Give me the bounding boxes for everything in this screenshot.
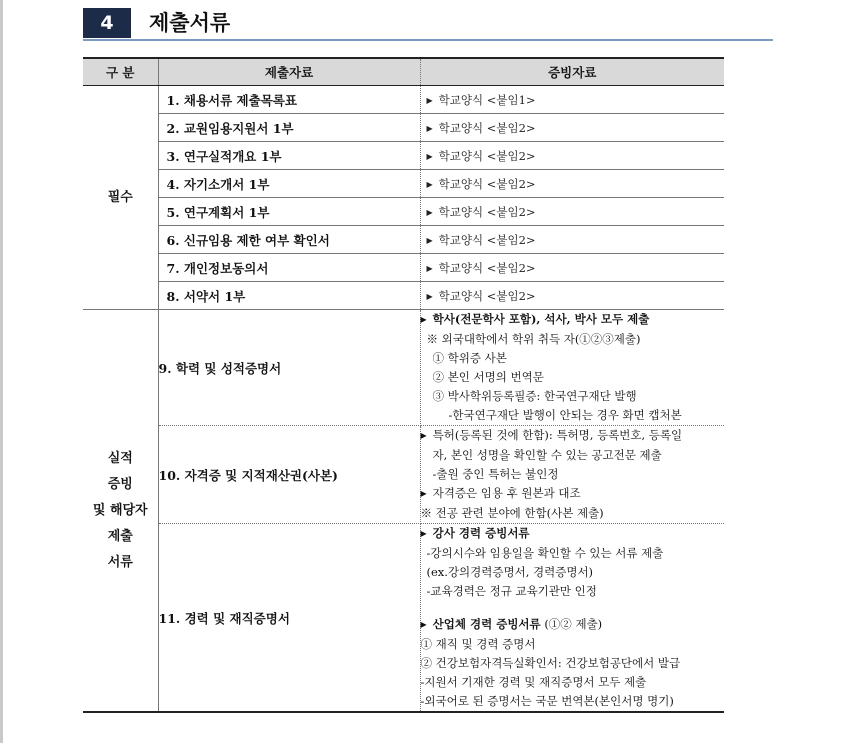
bullet-triangle-icon: ▶ xyxy=(426,263,433,273)
submission-documents-table xyxy=(83,57,724,713)
evidence-line: -출원 중인 특허는 불인정 xyxy=(432,467,559,481)
document-evidence-11 xyxy=(420,524,724,713)
table-row xyxy=(83,170,724,198)
evidence-line: ③ 박사학위등록필증: 한국연구재단 발행 xyxy=(432,389,637,403)
evidence-line: ▶ 특허(등록된 것에 한함): 특허명, 등록번호, 등록일 xyxy=(420,428,683,442)
required-evidence: ▶ 학교양식 <붙임2> xyxy=(420,114,724,142)
required-evidence: ▶ 학교양식 <붙임1> xyxy=(420,86,724,114)
bullet-triangle-icon: ▶ xyxy=(426,123,433,133)
table-row xyxy=(83,142,724,170)
evidence-line: ② 본인 서명의 번역문 xyxy=(432,370,544,384)
bullet-triangle-icon: ▶ xyxy=(420,528,427,538)
table-row xyxy=(83,310,724,426)
bullet-triangle-icon: ▶ xyxy=(426,179,433,189)
required-item: 2. 교원임용지원서 1부 xyxy=(158,114,420,142)
bullet-triangle-icon: ▶ xyxy=(420,620,427,629)
required-item: 5. 연구계획서 1부 xyxy=(158,198,420,226)
evidence-line: ▶ 학사(전문학사 포함), 석사, 박사 모두 제출 xyxy=(420,312,650,326)
evidence-line: ▶ 강사 경력 증빙서류 xyxy=(420,526,530,540)
evidence-line: ▶ 자격증은 임용 후 원본과 대조 xyxy=(420,486,581,500)
required-evidence: ▶ 학교양식 <붙임2> xyxy=(420,254,724,282)
required-item: 1. 채용서류 제출목록표 xyxy=(158,86,420,114)
required-evidence: ▶ 학교양식 <붙임2> xyxy=(420,142,724,170)
required-evidence: ▶ 학교양식 <붙임2> xyxy=(420,170,724,198)
section-title-underline xyxy=(83,39,773,41)
required-evidence: ▶ 학교양식 <붙임2> xyxy=(420,282,724,310)
evidence-line: ② 건강보험자격득실확인서: 건강보험공단에서 발급 xyxy=(420,656,681,670)
bullet-triangle-icon: ▶ xyxy=(426,151,433,161)
evidence-line: ▶ 산업체 경력 증빙서류 (①② 제출) xyxy=(420,617,603,631)
evidence-line: -지원서 기재한 경력 및 재직증명서 모두 제출 xyxy=(420,675,647,689)
evidence-line: (ex.강의경력증명서, 경력증명서) xyxy=(426,565,594,579)
table-header-row xyxy=(83,58,724,86)
evidence-line: -외국어로 된 증명서는 국문 번역본(본인서명 명기) xyxy=(420,694,674,708)
document-item-11: 11. 경력 및 재직증명서 xyxy=(158,524,420,713)
table-row xyxy=(83,426,724,524)
required-item: 4. 자기소개서 1부 xyxy=(158,170,420,198)
evidence-line: ※ 전공 관련 분야에 한함(사본 제출) xyxy=(420,506,604,520)
section-title: 제출서류 xyxy=(149,11,231,35)
document-evidence-9 xyxy=(420,310,724,426)
category-required: 필수 xyxy=(83,86,158,310)
bullet-triangle-icon: ▶ xyxy=(426,235,433,245)
category-line: 증빙 xyxy=(107,476,133,492)
spacer xyxy=(421,601,725,615)
evidence-line: ※ 외국대학에서 학위 취득 자(①②③제출) xyxy=(426,332,641,346)
category-line: 제출 xyxy=(107,528,133,544)
evidence-line: -한국연구재단 발행이 안되는 경우 화면 캡처본 xyxy=(448,408,682,422)
bullet-triangle-icon: ▶ xyxy=(420,314,427,324)
evidence-line: ① 학위증 사본 xyxy=(432,351,507,365)
table-row xyxy=(83,226,724,254)
header-documents: 제출자료 xyxy=(158,58,420,86)
bullet-triangle-icon: ▶ xyxy=(426,207,433,217)
table-row xyxy=(83,524,724,713)
evidence-line: 자, 본인 성명을 확인할 수 있는 공고전문 제출 xyxy=(432,448,662,462)
required-item: 3. 연구실적개요 1부 xyxy=(158,142,420,170)
section-header xyxy=(83,8,773,40)
required-item: 7. 개인정보동의서 xyxy=(158,254,420,282)
category-evidence-docs xyxy=(83,310,158,713)
table-row xyxy=(83,282,724,310)
document-item-10: 10. 자격증 및 지적재산권(사본) xyxy=(158,426,420,524)
document-item-9: 9. 학력 및 성적증명서 xyxy=(158,310,420,426)
required-item: 6. 신규임용 제한 여부 확인서 xyxy=(158,226,420,254)
bullet-triangle-icon: ▶ xyxy=(420,431,427,440)
evidence-line: ① 재직 및 경력 증명서 xyxy=(420,637,536,651)
category-line: 서류 xyxy=(107,554,133,570)
required-item: 8. 서약서 1부 xyxy=(158,282,420,310)
required-evidence: ▶ 학교양식 <붙임2> xyxy=(420,226,724,254)
evidence-line: -교육경력은 정규 교육기관만 인정 xyxy=(426,584,597,598)
bullet-triangle-icon: ▶ xyxy=(426,95,433,105)
category-line: 실적 xyxy=(107,450,133,466)
header-category: 구 분 xyxy=(83,58,158,86)
bullet-triangle-icon: ▶ xyxy=(420,489,427,498)
left-page-rule xyxy=(0,0,3,743)
table-row xyxy=(83,86,724,114)
section-number-badge: 4 xyxy=(83,8,131,38)
table-row xyxy=(83,114,724,142)
bullet-triangle-icon: ▶ xyxy=(426,291,433,301)
document-evidence-10 xyxy=(420,426,724,524)
evidence-line: -강의시수와 임용일을 확인할 수 있는 서류 제출 xyxy=(426,546,664,560)
category-line: 및 해당자 xyxy=(92,502,148,518)
required-evidence: ▶ 학교양식 <붙임2> xyxy=(420,198,724,226)
header-evidence: 증빙자료 xyxy=(420,58,724,86)
table-row xyxy=(83,198,724,226)
table-row xyxy=(83,254,724,282)
